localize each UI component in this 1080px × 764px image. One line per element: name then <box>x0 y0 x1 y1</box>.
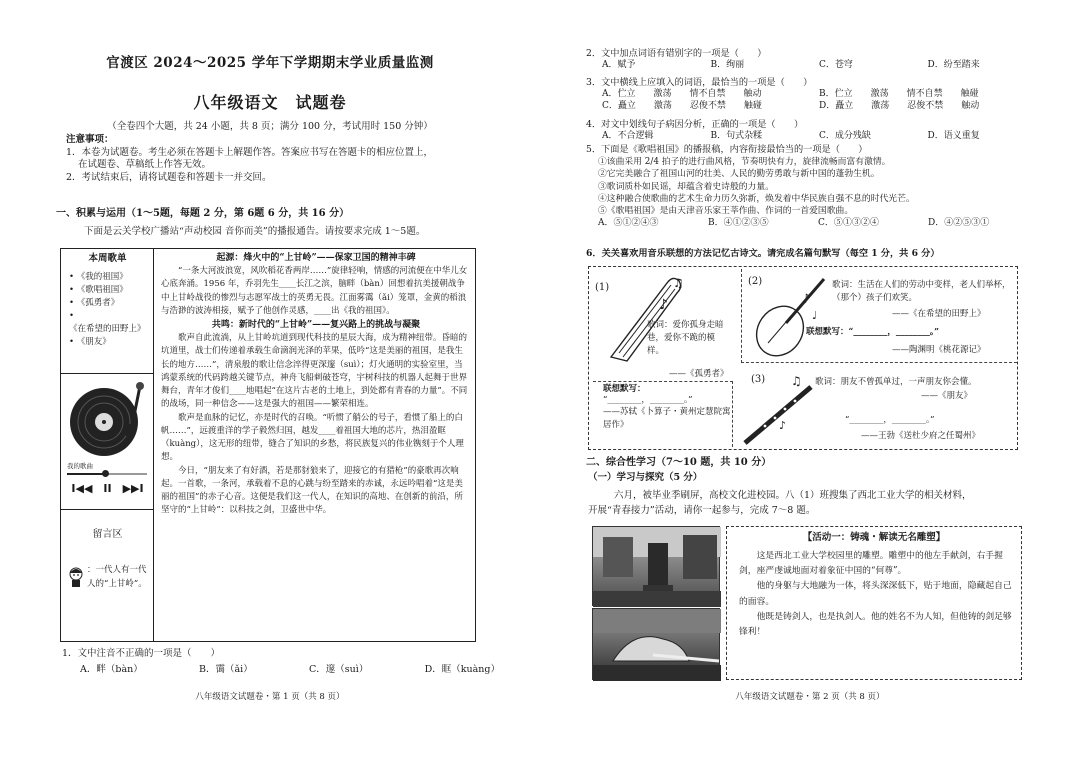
option-c[interactable]: C．⑤①③②④ <box>818 217 879 228</box>
q5-line: ③歌词质朴如民谣，却蕴含着史诗般的力量。 <box>598 181 774 192</box>
option-b[interactable]: B．绚丽 <box>710 60 745 71</box>
pipa-instrument-icon <box>746 273 832 363</box>
m2-lyric: 歌词：生活在人们的劳动中变样，老人们举杯，（那个）孩子们欢笑。 <box>832 280 1011 304</box>
playlist-item: • 《我的祖国》 <box>69 271 128 282</box>
playlist-item: • 《在希望的田野上》 <box>69 311 146 335</box>
svg-text:♪: ♪ <box>779 419 787 432</box>
svg-text:♫: ♫ <box>791 374 802 388</box>
option-b[interactable]: B．霭（ǎi） <box>199 664 253 675</box>
subsection-1-text: 六月，被毕业季刷屏，高校文化进校园。八（1）班搜集了西北工业大学的相关材料， 开展“青春接力”活动，请你一起参与，完成 7～8 题。 <box>588 490 972 517</box>
notes <box>66 134 496 184</box>
activity-title: 【活动一：铸魂・解读无名雕塑】 <box>802 532 946 543</box>
m1-blank[interactable]: “________，________。” <box>603 395 693 406</box>
flute-instrument-icon <box>741 373 821 449</box>
player-controls[interactable]: I◀◀ II ▶▶I <box>71 482 144 495</box>
note-2: 2．考试结束后，请将试题卷和答题卡一并交回。 <box>66 171 272 183</box>
q5-line: ④这种融合使歌曲的艺术生命力历久弥新，焕发着中华民族自强不息的时代光芒。 <box>598 194 915 205</box>
playlist-panel <box>61 249 154 374</box>
broadcast-text <box>161 251 471 518</box>
question-1: 1．文中注音不正确的一项是（ ） <box>62 648 221 659</box>
origin-title: 起源：烽火中的“上甘岭”——保家卫国的精神丰碑 <box>216 253 416 263</box>
m2-box: (2) ♪ ♩ 歌词：生活在人们的劳动中变样，老人们举杯，（那个）孩子们欢笑。 ——《在希望的田野上》 联想默写：“________，________。” ——陶渊明《桃花源记》 <box>741 269 1017 363</box>
note-1b: 在试题卷、草稿纸上作答无效。 <box>78 159 212 171</box>
subsection-1-heading: （一）学习与探究（5 分） <box>588 472 703 483</box>
option-b[interactable]: B．伫立 激荡 情不自禁 触碰 <box>819 89 979 100</box>
together-paragraph-1: 歌声自此流淌，从上甘岭坑道到现代科技的星辰大海，成为精神纽带。昏暗的坑道里，战士们传递着承载生命滴润光泽的苹果，低吟“这是美丽的祖国，是我生长的地方……”，清泉般的歌让信念淬得更深邃（suì）；灯火通明的实验室里，当鸿蒙系统的代码跨越关键节点，神舟飞船刺破苍穹，宇树科技的机器人起舞于世界舞台，青年才俊们____地唱起“在这片古老的土地上，到处都有青春的力量”。不同的战场，同一种信念——这是强大的祖国——繁荣相连。 <box>161 333 468 410</box>
playlist-title: 本周歌单 <box>88 253 127 264</box>
m3-box: (3) ♫ ♪ 歌词：朋友不曾孤单过，一声朋友你会懂。 ——《朋友》 “________，________。” ——王勃《送杜少府之任蜀州》 <box>741 369 1017 449</box>
m3-lyric: 歌词：朋友不曾孤单过，一声朋友你会懂。 <box>815 377 977 387</box>
svg-text:♩: ♩ <box>812 309 818 322</box>
option-c[interactable]: C．矗立 激荡 忍俊不禁 触碰 <box>602 101 762 112</box>
m1-source: ——《孤勇者》 <box>669 369 729 379</box>
section-1-intro: 下面是云关学校广播站“声动校园 音你而美”的播报通告。请按要求完成 1～5题。 <box>84 226 426 237</box>
message-title: 留言区 <box>92 529 123 540</box>
broadcast-box <box>60 248 476 642</box>
m2-author: ——陶渊明《桃花源记》 <box>892 345 986 355</box>
option-a[interactable]: A．不合逻辑 <box>602 131 654 142</box>
playlist-item: • 《朋友》 <box>69 337 111 348</box>
music-player <box>61 374 154 510</box>
statue-column-icon <box>593 527 721 607</box>
notes-title: 注意事项： <box>66 134 114 145</box>
question-3: 3．文中横线上应填入的词语，最恰当的一项是（ ） A．伫立 激荡 情不自禁 触动 B．伫立 激荡 情不自禁 触碰 C．矗立 激荡 忍俊不禁 触碰 D．矗立 激荡 忍俊不禁 触动 <box>586 77 1036 113</box>
option-d[interactable]: D．语义重复 <box>927 131 980 142</box>
exam-page-2 <box>540 0 1080 764</box>
origin-paragraph: “一条大河波浪宽，风吹稻花香两岸……”旋律轻响，情感的河流便在中华儿女心底奔涌。1956 年，乔羽先生____长江之滨，脑畔（bàn）回想着抗美援朝战争中上甘岭战役的惨烈与志愿军战士的英勇无畏。江面雾霭（ǎi）笼罩，金黄的稻浪与浩渺的波涛相接，赋予了他创作灵感，____出《我的祖国》。 <box>161 266 468 316</box>
question-5: 5．下面是《歌唱祖国》的播报稿，内容衔接最恰当的一项是（ ） ①该曲采用 2/4 拍子的进行曲风格，节奏明快有力，旋律流畅而富有激情。 ②它完美融合了祖国山河的壮美、人民的勤劳勇敢与新中国的蓬勃生机。 ③歌词质朴如民谣，却蕴含着史诗般的力量。 ④这种融合使歌曲的艺术生命力历久弥新，焕发着中华民族自强不息的时代光芒。 ⑤《歌唱祖国》是由天津音乐家王莘作曲、作词的一首爱国歌曲。 A．⑤①②④③ B．④①②③⑤ C．⑤①③②④ D．④②⑤③① <box>586 144 1038 230</box>
option-a[interactable]: A．赋予 <box>602 60 636 71</box>
statue-photo-1 <box>592 526 720 606</box>
m2-recite[interactable]: 联想默写：“________，________。” <box>806 327 940 337</box>
svg-text:♪: ♪ <box>802 292 811 307</box>
progress-bar[interactable] <box>67 473 147 475</box>
option-d[interactable]: D．④②⑤③① <box>928 217 990 228</box>
together-title: 共鸣：新时代的“上甘岭”——复兴路上的挑战与凝聚 <box>211 320 421 331</box>
question-1-options <box>80 664 500 677</box>
activity-paragraph: 他的身躯与大地融为一体，将头深深低下，贴于地面，隐藏起自己的面容。 <box>739 581 1012 607</box>
option-c[interactable]: C．邃（suì） <box>309 664 369 675</box>
option-a[interactable]: A．⑤①②④③ <box>598 217 659 228</box>
m3-author: ——王勃《送杜少府之任蜀州》 <box>861 431 981 441</box>
m2-source: ——《在希望的田野上》 <box>892 309 986 319</box>
option-d[interactable]: D．纷至踏来 <box>927 60 980 71</box>
section-1-heading: 一、积累与运用（1～5题，每题 2 分，第 6题 6 分，共 16 分） <box>56 208 350 219</box>
option-d[interactable]: D．矗立 激荡 忍俊不禁 触动 <box>819 101 980 112</box>
statue-photo-2 <box>592 608 720 680</box>
page-footer: 八年级语文试题卷・第 1 页（共 8 页） <box>195 692 345 702</box>
exam-info: （全卷四个大题，共 24 小题，共 8 页；满分 100 分，考试用时 150 分钟） <box>107 121 433 132</box>
child-avatar-icon <box>67 566 85 588</box>
q5-line: ①该曲采用 2/4 拍子的进行曲风格，节奏明快有力，旋律流畅而富有激情。 <box>598 157 891 168</box>
q5-line: ⑤《歌唱祖国》是由天津音乐家王莘作曲、作词的一首爱国歌曲。 <box>598 206 854 217</box>
exam-subtitle: 八年级语文 试题卷 <box>193 93 347 112</box>
together-paragraph-3: 今日，“朋友来了有好酒，若是那豺狼来了，迎接它的有猎枪”的豪歌再次响起。一首歌，一条河，承载着不息的心跳与纷至踏来的赤诚，永远吟唱着“这是美丽的祖国”的赤子心音。这便是我们这一代人，在知识的高地、在创新的前沿，所坚守的“上甘岭”：以科技之剑，卫盛世中华。 <box>161 465 463 516</box>
kneeling-figure-icon <box>593 609 721 681</box>
svg-text:♫: ♫ <box>673 276 684 290</box>
activity-box <box>726 526 1022 680</box>
message-text: ：一代人有一代人的“上甘岭”。 <box>87 565 147 589</box>
page-footer: 八年级语文试题卷・第 2 页（共 8 页） <box>735 692 885 702</box>
option-d[interactable]: D．眶（kuàng） <box>424 664 500 675</box>
question-4: 4．对文中划线句子病因分析，正确的一项是（ ） A．不合逻辑 B．句式杂糅 C．成分残缺 D．语义重复 <box>586 119 1036 143</box>
m1-author: ——苏轼《卜算子・黄州定慧院寓居作》 <box>603 407 731 431</box>
m3-blank[interactable]: “________，________。” <box>845 415 935 425</box>
left-column <box>61 249 154 641</box>
m3-source: ——《朋友》 <box>921 391 973 401</box>
message-panel <box>61 510 154 589</box>
option-b[interactable]: B．④①②③⑤ <box>708 217 769 228</box>
exam-title: 官渡区 2024～2025 学年下学期期末学业质量监测 <box>106 55 434 71</box>
m1-lyric: 歌词：爱你孤身走暗巷，爱你不跪的模样。 <box>647 320 724 357</box>
option-b[interactable]: B．句式杂糅 <box>710 131 763 142</box>
activity-paragraph: 这是西北工业大学校园里的雕塑。雕塑中的他左手献剑，右手握剑，座严虔诚地面对着象征中国的“何尊”。 <box>739 550 1003 576</box>
note-1a: 1．本卷为试题卷。考生必须在答题卡上解题作答。答案应书写在答题卡的相应位置上， <box>66 146 434 158</box>
section-2-heading: 二、综合性学习（7～10 题，共 10 分） <box>586 457 772 468</box>
question-2: 2．文中加点词语有错别字的一项是（ ） A．赋予 B．绚丽 C．苍穹 D．纷至踏来 <box>586 48 1036 72</box>
music-association-box: (1) ♪ ♫ 歌词：爱你孤身走暗巷，爱你不跪的模样。 ——《孤勇者》 联想默写： “________，________。” ——苏轼《卜算子・黄州定慧院寓居作》 (2) ♪ ♩ 歌词：生活在人们的劳动中变样，老人们举杯，（那个）孩子们欢笑。 ——《在希望的田野上》 联想默写：“________，________。” ——陶渊明《桃花源记》 (3) ♫ ♪ 歌词：朋友不曾孤单过，一声朋友你会懂。 ——《朋友》 “________，________。” ——王勃《送杜少府之任蜀州》 <box>588 266 1018 450</box>
activity-paragraph: 他既是铸剑人，也是执剑人。他的姓名不为人知，但他铸的剑足够锋利！ <box>739 612 1012 638</box>
option-c[interactable]: C．成分残缺 <box>819 131 871 142</box>
together-paragraph-2: 歌声是血脉的记忆，亦是时代的召唤。“听惯了艄公的号子，看惯了船上的白帆……”，远渡重洋的学子毅然归国，越发____着祖国大地的芯片，热泪盈眶（kuàng），这无形的纽带，缝合了知识的乡愁，将民族复兴的伟业镌刻于个人理想。 <box>161 412 464 463</box>
m1-recite-box: 联想默写： “________，________。” ——苏轼《卜算子・黄州定慧院寓居作》 <box>593 381 733 447</box>
option-c[interactable]: C．苍穹 <box>819 60 853 71</box>
option-a[interactable]: A．伫立 激荡 情不自禁 触动 <box>602 89 762 100</box>
q5-line: ②它完美融合了祖国山河的壮美、人民的勤劳勇敢与新中国的蓬勃生机。 <box>598 169 880 180</box>
option-a[interactable]: A．畔（bàn） <box>80 664 143 675</box>
question-6: 6．关关喜欢用音乐联想的方法记忆古诗文。请完成名篇句默写（每空 1 分，共 6 分） <box>586 248 940 259</box>
playlist-item: • 《歌唱祖国》 <box>69 284 128 295</box>
svg-text:♪: ♪ <box>659 297 668 313</box>
playlist-item: • 《孤勇者》 <box>69 297 120 308</box>
player-label: 我的歌曲 <box>67 462 93 470</box>
